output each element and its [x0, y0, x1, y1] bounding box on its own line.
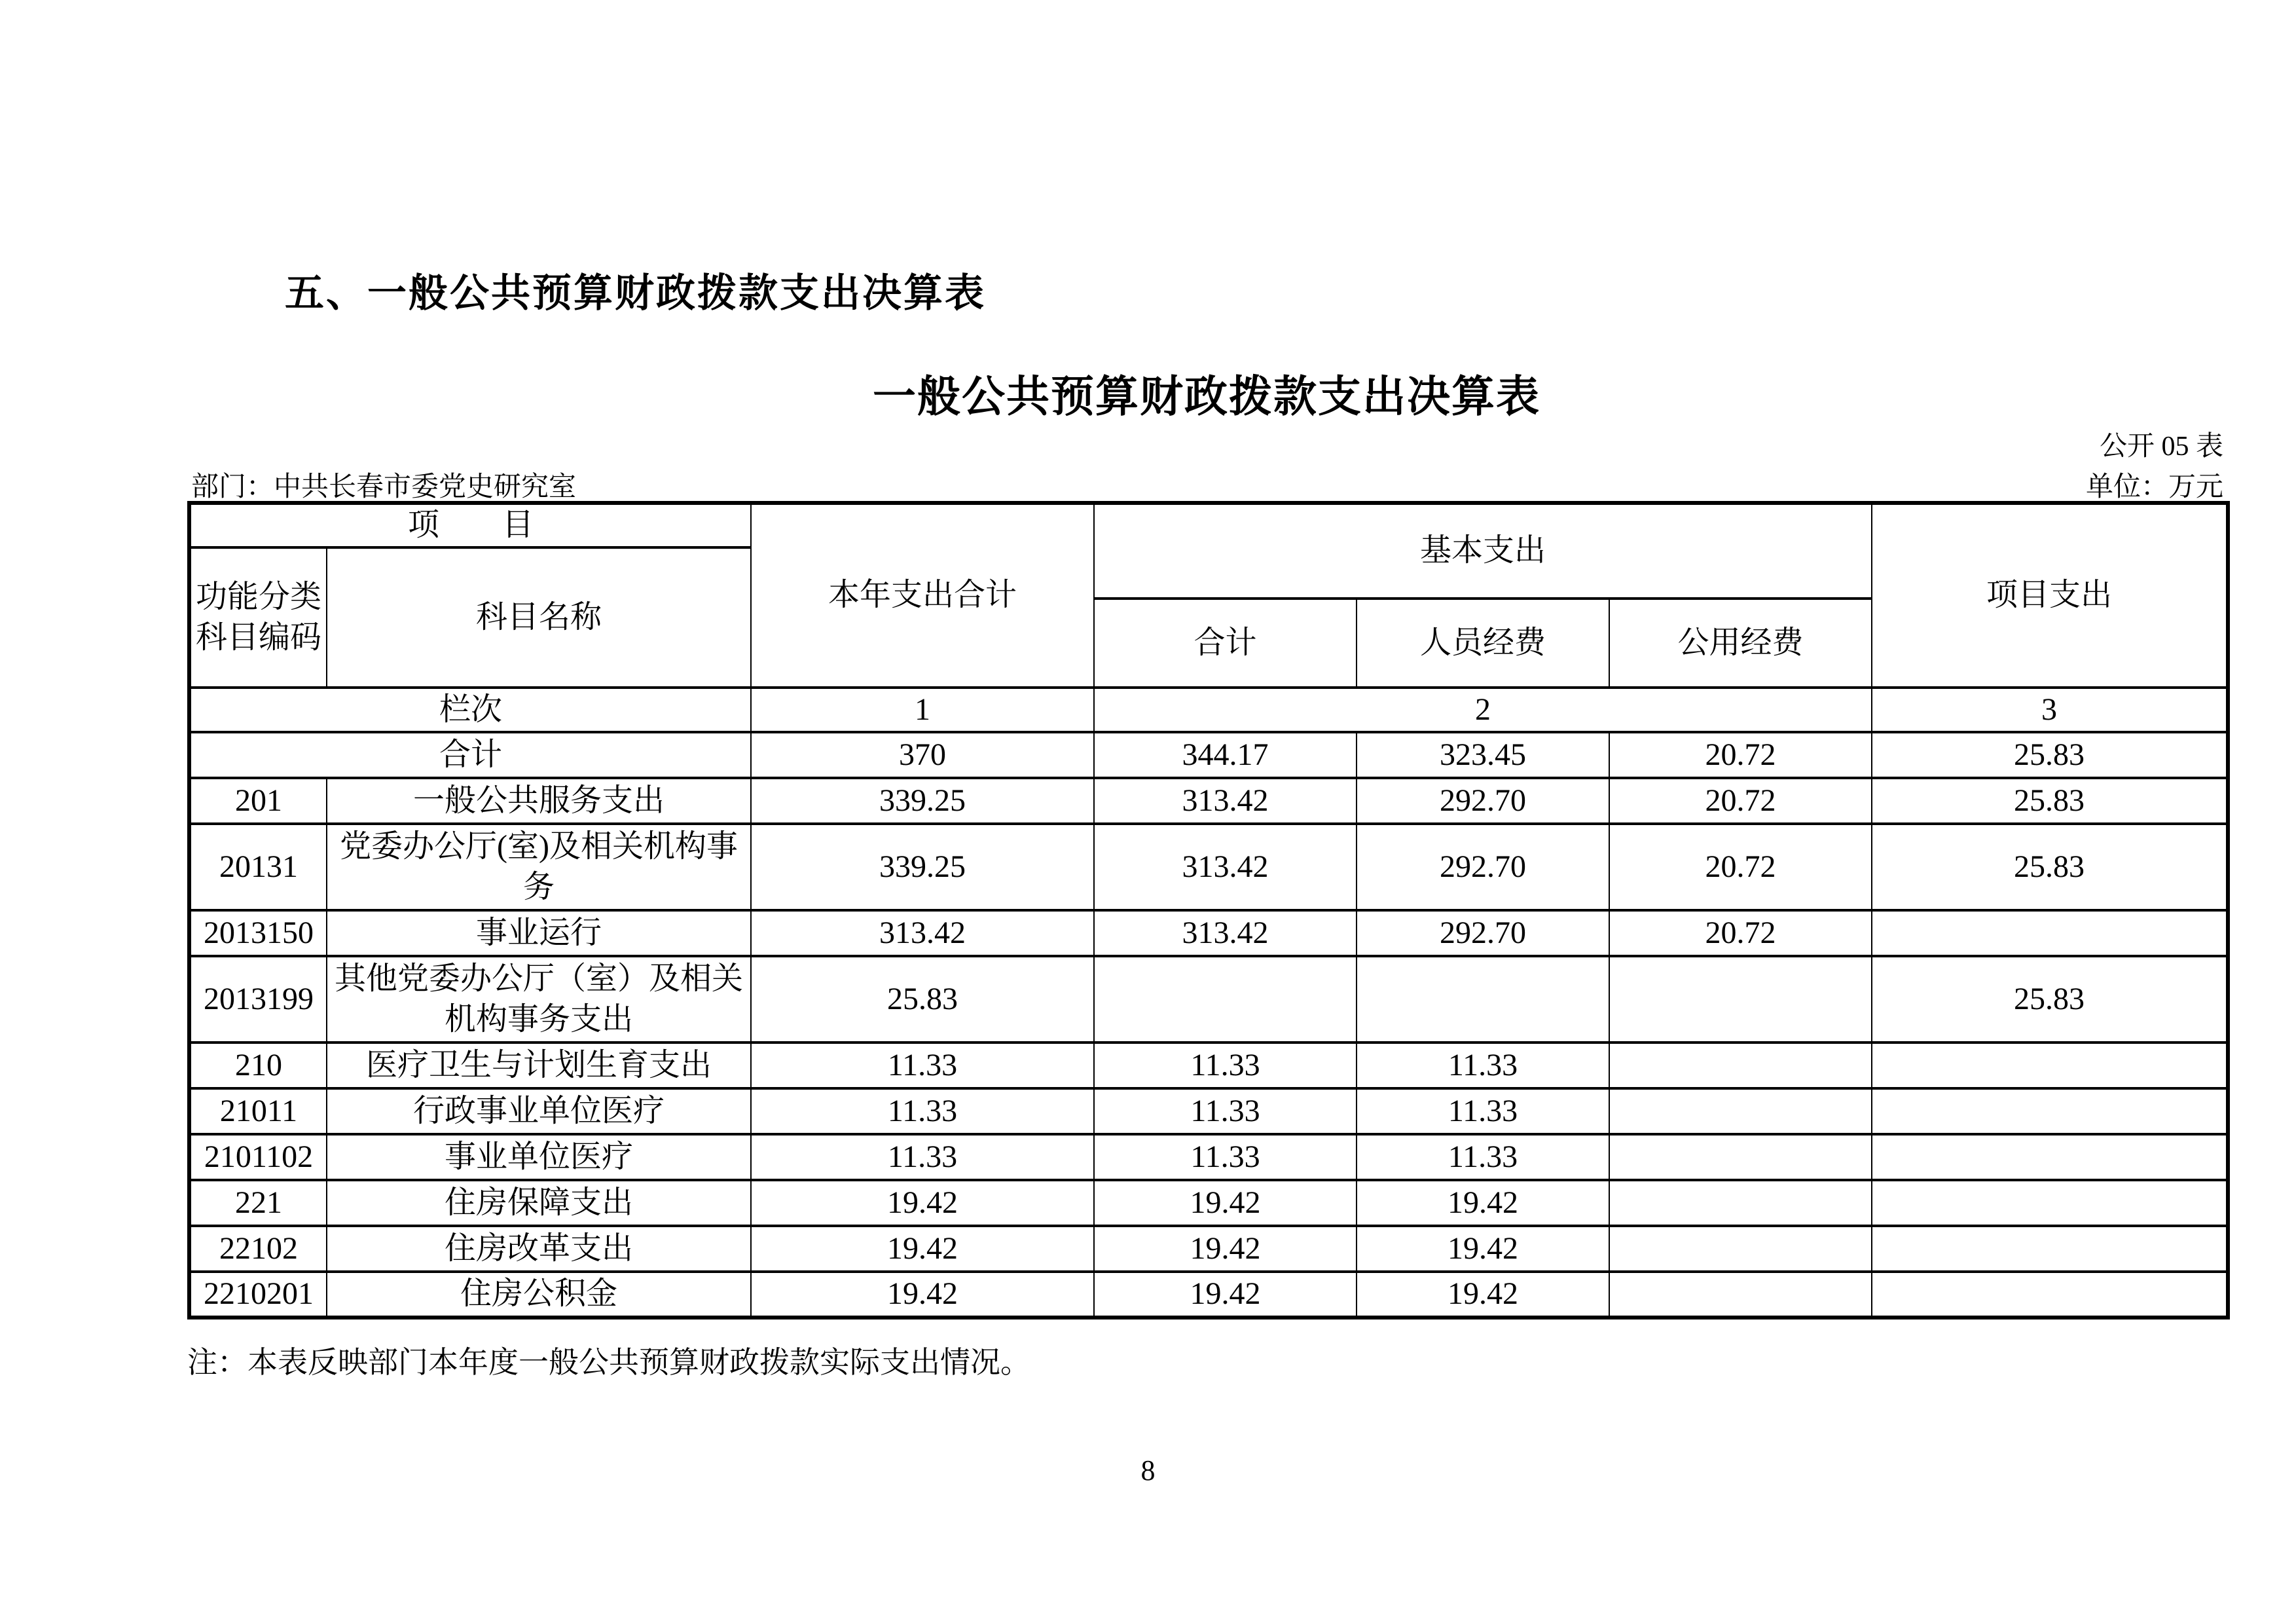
table-row: [189, 956, 2228, 1043]
header-year-total: 本年支出合计: [751, 503, 1094, 688]
budget-table: [187, 501, 2230, 1320]
value-cell: 11.33: [1094, 1134, 1357, 1180]
value-cell: [1872, 1134, 2228, 1180]
column-index-1: 1: [751, 688, 1094, 732]
value-cell: 11.33: [1094, 1088, 1357, 1134]
table-row: [189, 1134, 2228, 1180]
table-row: [189, 1272, 2228, 1318]
name-cell: 事业单位医疗: [327, 1134, 751, 1180]
code-cell: 2210201: [189, 1272, 327, 1318]
name-cell: 医疗卫生与计划生育支出: [327, 1043, 751, 1088]
value-cell: [1609, 1043, 1872, 1088]
value-cell: [1357, 956, 1609, 1043]
value-cell: [1609, 1180, 1872, 1226]
total-row: [189, 732, 2228, 778]
table-row: [189, 1226, 2228, 1272]
table-row: [189, 1180, 2228, 1226]
header-public: 公用经费: [1609, 599, 1872, 688]
code-cell: 20131: [189, 824, 327, 910]
value-cell: 11.33: [751, 1043, 1094, 1088]
value-cell: 370: [751, 732, 1094, 778]
value-cell: 323.45: [1357, 732, 1609, 778]
value-cell: 19.42: [1357, 1180, 1609, 1226]
value-cell: [1609, 1272, 1872, 1318]
code-cell: 210: [189, 1043, 327, 1088]
value-cell: [1872, 1043, 2228, 1088]
code-cell: 2013199: [189, 956, 327, 1043]
value-cell: 25.83: [1872, 732, 2228, 778]
value-cell: 344.17: [1094, 732, 1357, 778]
table-row: [189, 824, 2228, 910]
table-code-label: 公开 05 表: [2099, 432, 2223, 462]
header-subject-name: 科目名称: [327, 547, 751, 688]
code-cell: 22102: [189, 1226, 327, 1272]
value-cell: 20.72: [1609, 910, 1872, 956]
name-cell: 一般公共服务支出: [327, 778, 751, 824]
name-cell: 党委办公厅(室)及相关机构事务: [327, 824, 751, 910]
value-cell: 19.42: [751, 1272, 1094, 1318]
name-cell: 住房公积金: [327, 1272, 751, 1318]
table-row: [189, 1088, 2228, 1134]
value-cell: 11.33: [1094, 1043, 1357, 1088]
value-cell: 313.42: [1094, 910, 1357, 956]
code-cell: 221: [189, 1180, 327, 1226]
column-index-3: 3: [1872, 688, 2228, 732]
column-index-label: 栏次: [189, 688, 751, 732]
code-cell: 21011: [189, 1088, 327, 1134]
value-cell: 19.42: [751, 1180, 1094, 1226]
value-cell: 11.33: [1357, 1088, 1609, 1134]
value-cell: [1609, 1088, 1872, 1134]
code-cell: 2101102: [189, 1134, 327, 1180]
value-cell: 19.42: [1094, 1226, 1357, 1272]
value-cell: 339.25: [751, 778, 1094, 824]
name-cell: 住房改革支出: [327, 1226, 751, 1272]
value-cell: [1094, 956, 1357, 1043]
value-cell: 20.72: [1609, 824, 1872, 910]
value-cell: [1609, 1226, 1872, 1272]
table-row: [189, 778, 2228, 824]
value-cell: 11.33: [1357, 1043, 1609, 1088]
value-cell: [1609, 1134, 1872, 1180]
column-index-row: [189, 688, 2228, 732]
value-cell: 313.42: [751, 910, 1094, 956]
value-cell: [1609, 956, 1872, 1043]
value-cell: 292.70: [1357, 910, 1609, 956]
value-cell: 292.70: [1357, 778, 1609, 824]
header-project-expenditure: 项目支出: [1872, 503, 2228, 688]
header-personnel: 人员经费: [1357, 599, 1609, 688]
value-cell: 25.83: [1872, 824, 2228, 910]
value-cell: 20.72: [1609, 732, 1872, 778]
value-cell: 339.25: [751, 824, 1094, 910]
code-cell: 201: [189, 778, 327, 824]
value-cell: 19.42: [1094, 1272, 1357, 1318]
name-cell: 住房保障支出: [327, 1180, 751, 1226]
total-label: 合计: [189, 732, 751, 778]
unit-label: 单位：万元: [2085, 472, 2223, 502]
code-cell: 2013150: [189, 910, 327, 956]
page-number: 8: [1140, 1454, 1156, 1486]
value-cell: [1872, 910, 2228, 956]
value-cell: [1872, 1088, 2228, 1134]
value-cell: [1872, 1180, 2228, 1226]
value-cell: [1872, 1272, 2228, 1318]
table-row: [189, 1043, 2228, 1088]
value-cell: 19.42: [1357, 1226, 1609, 1272]
header-function-code: 功能分类科目编码: [189, 547, 327, 688]
value-cell: 11.33: [751, 1088, 1094, 1134]
value-cell: 313.42: [1094, 778, 1357, 824]
table-note: 注：本表反映部门本年度一般公共预算财政拨款实际支出情况。: [187, 1346, 1030, 1379]
value-cell: 20.72: [1609, 778, 1872, 824]
value-cell: 292.70: [1357, 824, 1609, 910]
value-cell: 313.42: [1094, 824, 1357, 910]
header-basic-expenditure: 基本支出: [1094, 503, 1872, 599]
value-cell: 25.83: [751, 956, 1094, 1043]
header-row-1: [189, 503, 2228, 547]
value-cell: [1872, 1226, 2228, 1272]
header-basic-total: 合计: [1094, 599, 1357, 688]
name-cell: 行政事业单位医疗: [327, 1088, 751, 1134]
value-cell: 19.42: [751, 1226, 1094, 1272]
header-project: 项 目: [189, 503, 751, 547]
value-cell: 19.42: [1094, 1180, 1357, 1226]
table-title: 一般公共预算财政拨款支出决算表: [873, 373, 1540, 421]
value-cell: 25.83: [1872, 956, 2228, 1043]
value-cell: 11.33: [751, 1134, 1094, 1180]
value-cell: 11.33: [1357, 1134, 1609, 1180]
value-cell: 25.83: [1872, 778, 2228, 824]
table-row: [189, 910, 2228, 956]
name-cell: 其他党委办公厅（室）及相关机构事务支出: [327, 956, 751, 1043]
column-index-2: 2: [1094, 688, 1872, 732]
name-cell: 事业运行: [327, 910, 751, 956]
section-heading: 五、一般公共预算财政拨款支出决算表: [285, 271, 986, 315]
value-cell: 19.42: [1357, 1272, 1609, 1318]
department-label: 部门：中共长春市委党史研究室: [191, 472, 577, 502]
